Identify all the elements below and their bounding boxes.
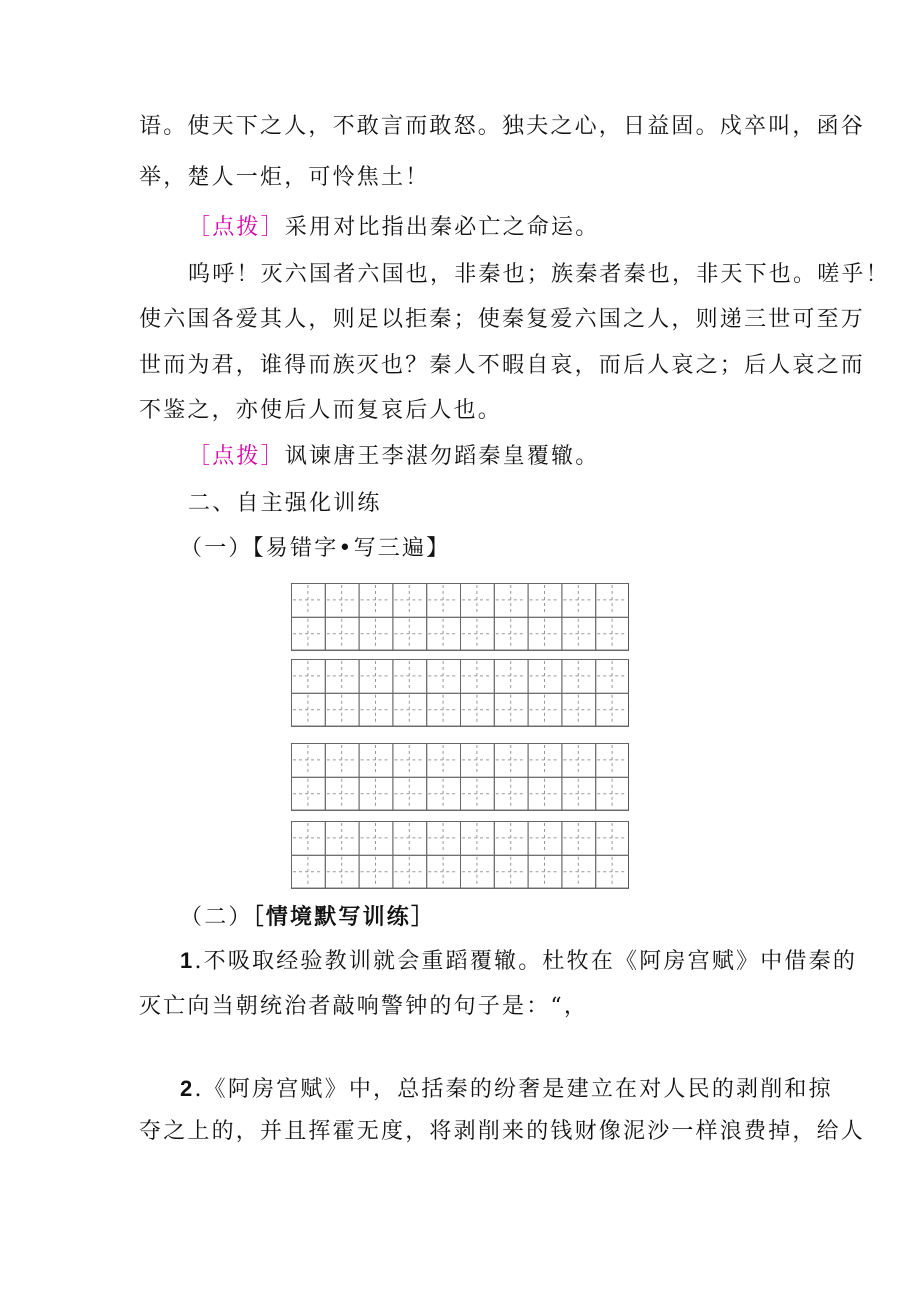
question1-number: 1: [180, 948, 195, 973]
note1-text: 采用对比指出秦必亡之命运。: [284, 215, 600, 240]
grid-cell: [596, 822, 629, 856]
writing-grid-block-3: [291, 743, 629, 811]
grid-cell: [494, 822, 528, 856]
grid-svg: [291, 821, 629, 889]
grid-svg: [291, 583, 629, 651]
note2-tag: ［点拨］: [188, 444, 285, 469]
grid-cell: [325, 584, 359, 618]
writing-grid-block-4: [291, 821, 629, 889]
grid-cell: [359, 744, 393, 778]
question2-line1: [180, 1078, 833, 1101]
grid-cell: [562, 822, 596, 856]
question1-line2: 灭亡向当朝统治者敲响警钟的句子是：“，: [139, 994, 589, 1019]
question1-text1: .不吸取经验教训就会重蹈覆辙。杜牧在《阿房宫赋》中借秦的: [194, 949, 858, 974]
question2-line2: 夺之上的，并且挥霍无度，将剥削来的钱财像泥沙一样浪费掉，给人: [139, 1119, 866, 1144]
question2-text1: .《阿房宫赋》中，总括秦的纷奢是建立在对人民的剥削和掠: [194, 1077, 833, 1102]
paragraph2-line3: 世而为君，谁得而族灭也？秦人不暇自哀，而后人哀之；后人哀之而: [139, 353, 866, 378]
grid-cell: [596, 660, 629, 694]
note1: [188, 217, 599, 239]
subsection1-heading: （一）【易错字•写三遍】: [180, 536, 451, 561]
grid-cell: [494, 584, 528, 618]
grid-cell: [427, 660, 461, 694]
grid-cell: [325, 777, 359, 810]
section-heading: 二、自主强化训练: [188, 491, 382, 516]
grid-svg: [291, 743, 629, 811]
grid-cell: [325, 822, 359, 856]
grid-cell: [427, 822, 461, 856]
paragraph1-line2: 举，楚人一炬，可怜焦土！: [139, 165, 430, 190]
grid-cell: [292, 822, 326, 856]
grid-cell: [427, 744, 461, 778]
grid-cell: [461, 584, 495, 618]
subsection2-prefix: （二）: [180, 905, 253, 930]
grid-svg: [291, 659, 629, 727]
grid-cell: [461, 660, 495, 694]
subsection2-heading: [180, 906, 435, 929]
grid-cell: [528, 822, 562, 856]
grid-cell: [393, 744, 427, 778]
grid-cell: [359, 584, 393, 618]
grid-cell: [292, 744, 326, 778]
grid-cell: [562, 660, 596, 694]
grid-cell: [359, 822, 393, 856]
grid-cell: [325, 660, 359, 694]
grid-cell: [325, 617, 359, 650]
grid-cell: [528, 584, 562, 618]
grid-cell: [292, 584, 326, 618]
paragraph2-line1: 呜呼！灭六国者六国也，非秦也；族秦者秦也，非天下也。嗟乎！: [188, 262, 890, 287]
grid-cell: [494, 660, 528, 694]
paragraph2-line4: 不鉴之，亦使后人而复哀后人也。: [139, 398, 503, 423]
grid-cell: [494, 744, 528, 778]
note2-text: 讽谏唐王李湛勿蹈秦皇覆辙。: [284, 444, 600, 469]
question1-line1: [180, 950, 857, 973]
grid-cell: [292, 660, 326, 694]
grid-cell: [427, 584, 461, 618]
subsection2-title: ［情境默写训练］: [252, 904, 436, 930]
writing-grid-block-2: [291, 659, 629, 727]
grid-cell: [461, 744, 495, 778]
grid-cell: [461, 822, 495, 856]
grid-cell: [325, 693, 359, 726]
grid-cell: [393, 822, 427, 856]
grid-cell: [562, 744, 596, 778]
note2: [188, 446, 599, 468]
question2-number: 2: [180, 1076, 195, 1101]
note1-tag: ［点拨］: [188, 215, 285, 240]
paragraph1-line1: 语。使天下之人，不敢言而敢怒。独夫之心，日益固。戍卒叫，函谷: [139, 114, 866, 139]
grid-cell: [596, 744, 629, 778]
grid-cell: [562, 584, 596, 618]
grid-cell: [528, 744, 562, 778]
grid-cell: [359, 660, 393, 694]
grid-cell: [325, 744, 359, 778]
grid-cell: [325, 855, 359, 888]
grid-cell: [596, 584, 629, 618]
paragraph2-line2: 使六国各爱其人，则足以拒秦；使秦复爱六国之人，则递三世可至万: [139, 307, 866, 332]
grid-cell: [393, 660, 427, 694]
writing-grid-block-1: [291, 583, 629, 651]
grid-cell: [528, 660, 562, 694]
grid-cell: [393, 584, 427, 618]
